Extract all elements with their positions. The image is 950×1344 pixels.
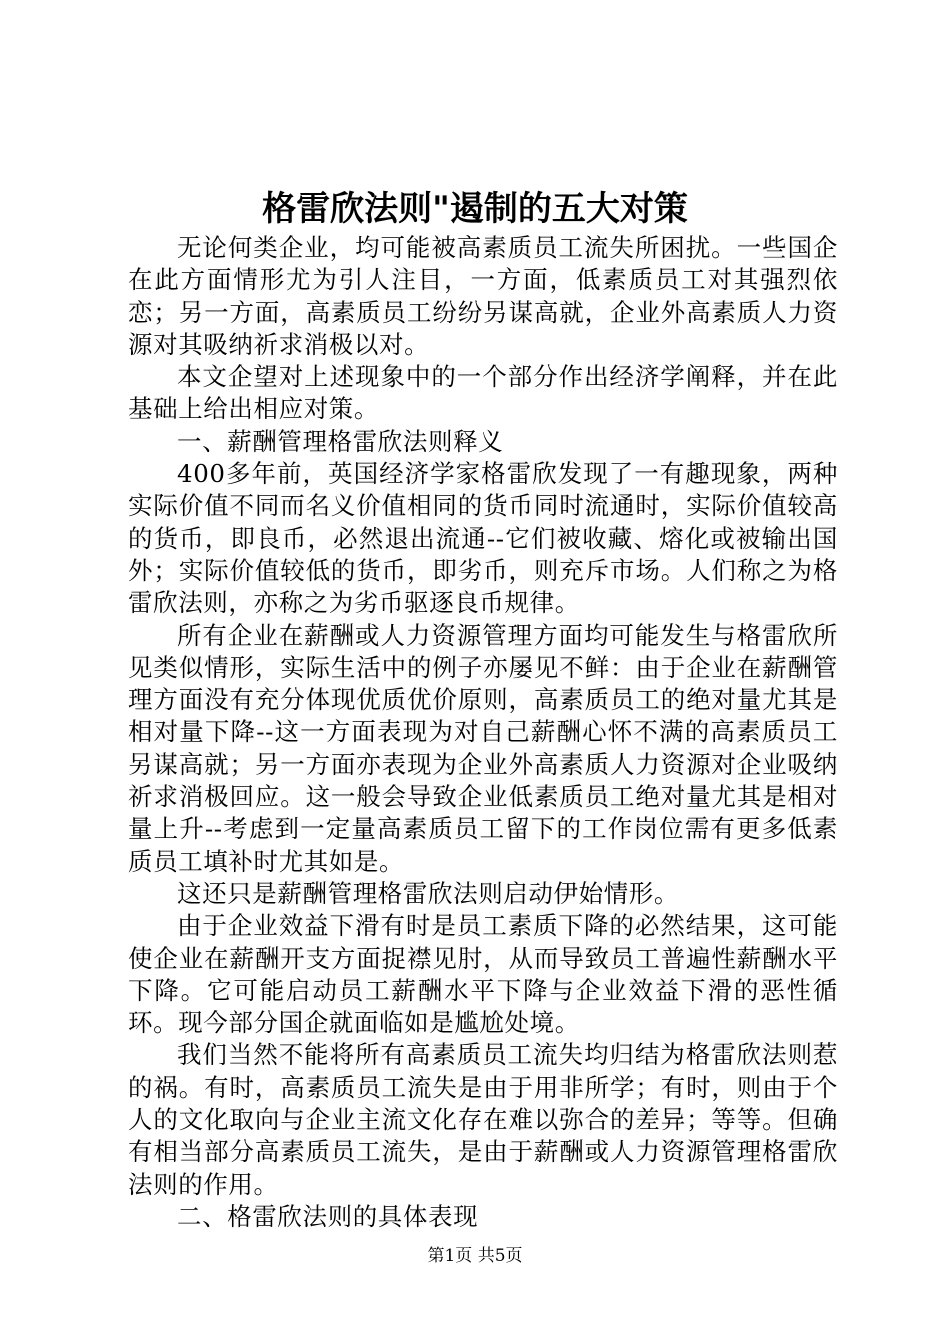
paragraph-purpose: 本文企望对上述现象中的一个部分作出经济学阐释，并在此基础上给出相应对策。 <box>128 362 838 424</box>
paragraph-intro: 无论何类企业，均可能被高素质员工流失所困扰。一些国企在此方面情形尤为引人注目，一方面，低素质员工对其强烈依恋；另一方面，高素质员工纷纷另谋高就，企业外高素质人力资源对其吸纳祈求消极以对。 <box>128 233 838 359</box>
paragraph-other-causes: 我们当然不能将所有高素质员工流失均归结为格雷欣法则惹的祸。有时，高素质员工流失是由于用非所学；有时，则由于个人的文化取向与企业主流文化存在难以弥合的差异；等等。但确有相当部分高素质员工流失，是由于薪酬或人力资源管理格雷欣法则的作用。 <box>128 1040 838 1199</box>
paragraph-enterprise-case: 所有企业在薪酬或人力资源管理方面均可能发生与格雷欣所见类似情形，实际生活中的例子亦屡见不鲜：由于企业在薪酬管理方面没有充分体现优质优价原则，高素质员工的绝对量尤其是相对量下降--这一方面表现为对自己薪酬心怀不满的高素质员工另谋高就；另一方面亦表现为企业外高素质人力资源对企业吸纳祈求消极回应。这一般会导致企业低素质员工绝对量尤其是相对量上升--考虑到一定量高素质员工留下的工作岗位需有更多低素质员工填补时尤其如是。 <box>128 620 838 876</box>
page-footer: 第1页 共5页 <box>427 1246 523 1266</box>
section-heading-1: 一、薪酬管理格雷欣法则释义 <box>177 426 504 456</box>
paragraph-vicious-cycle: 由于企业效益下滑有时是员工素质下降的必然结果，这可能使企业在薪酬开支方面捉襟见肘，从而导致员工普遍性薪酬水平下降。它可能启动员工薪酬水平下降与企业效益下滑的恶性循环。现今部分国企就面临如是尴尬处境。 <box>128 911 838 1038</box>
paragraph-initial-stage: 这还只是薪酬管理格雷欣法则启动伊始情形。 <box>177 878 679 908</box>
document-title: 格雷欣法则"遏制的五大对策 <box>262 189 688 229</box>
section-heading-2: 二、格雷欣法则的具体表现 <box>177 1201 479 1231</box>
paragraph-gresham-origin: 400多年前，英国经济学家格雷欣发现了一有趣现象，两种实际价值不同而名义价值相同的货币同时流通时，实际价值较高的货币，即良币，必然退出流通--它们被收藏、熔化或被输出国外；实际价值较低的货币，即劣币，则充斥市场。人们称之为格雷欣法则，亦称之为劣币驱逐良币规律。 <box>128 459 838 618</box>
document-body <box>128 232 838 1233</box>
